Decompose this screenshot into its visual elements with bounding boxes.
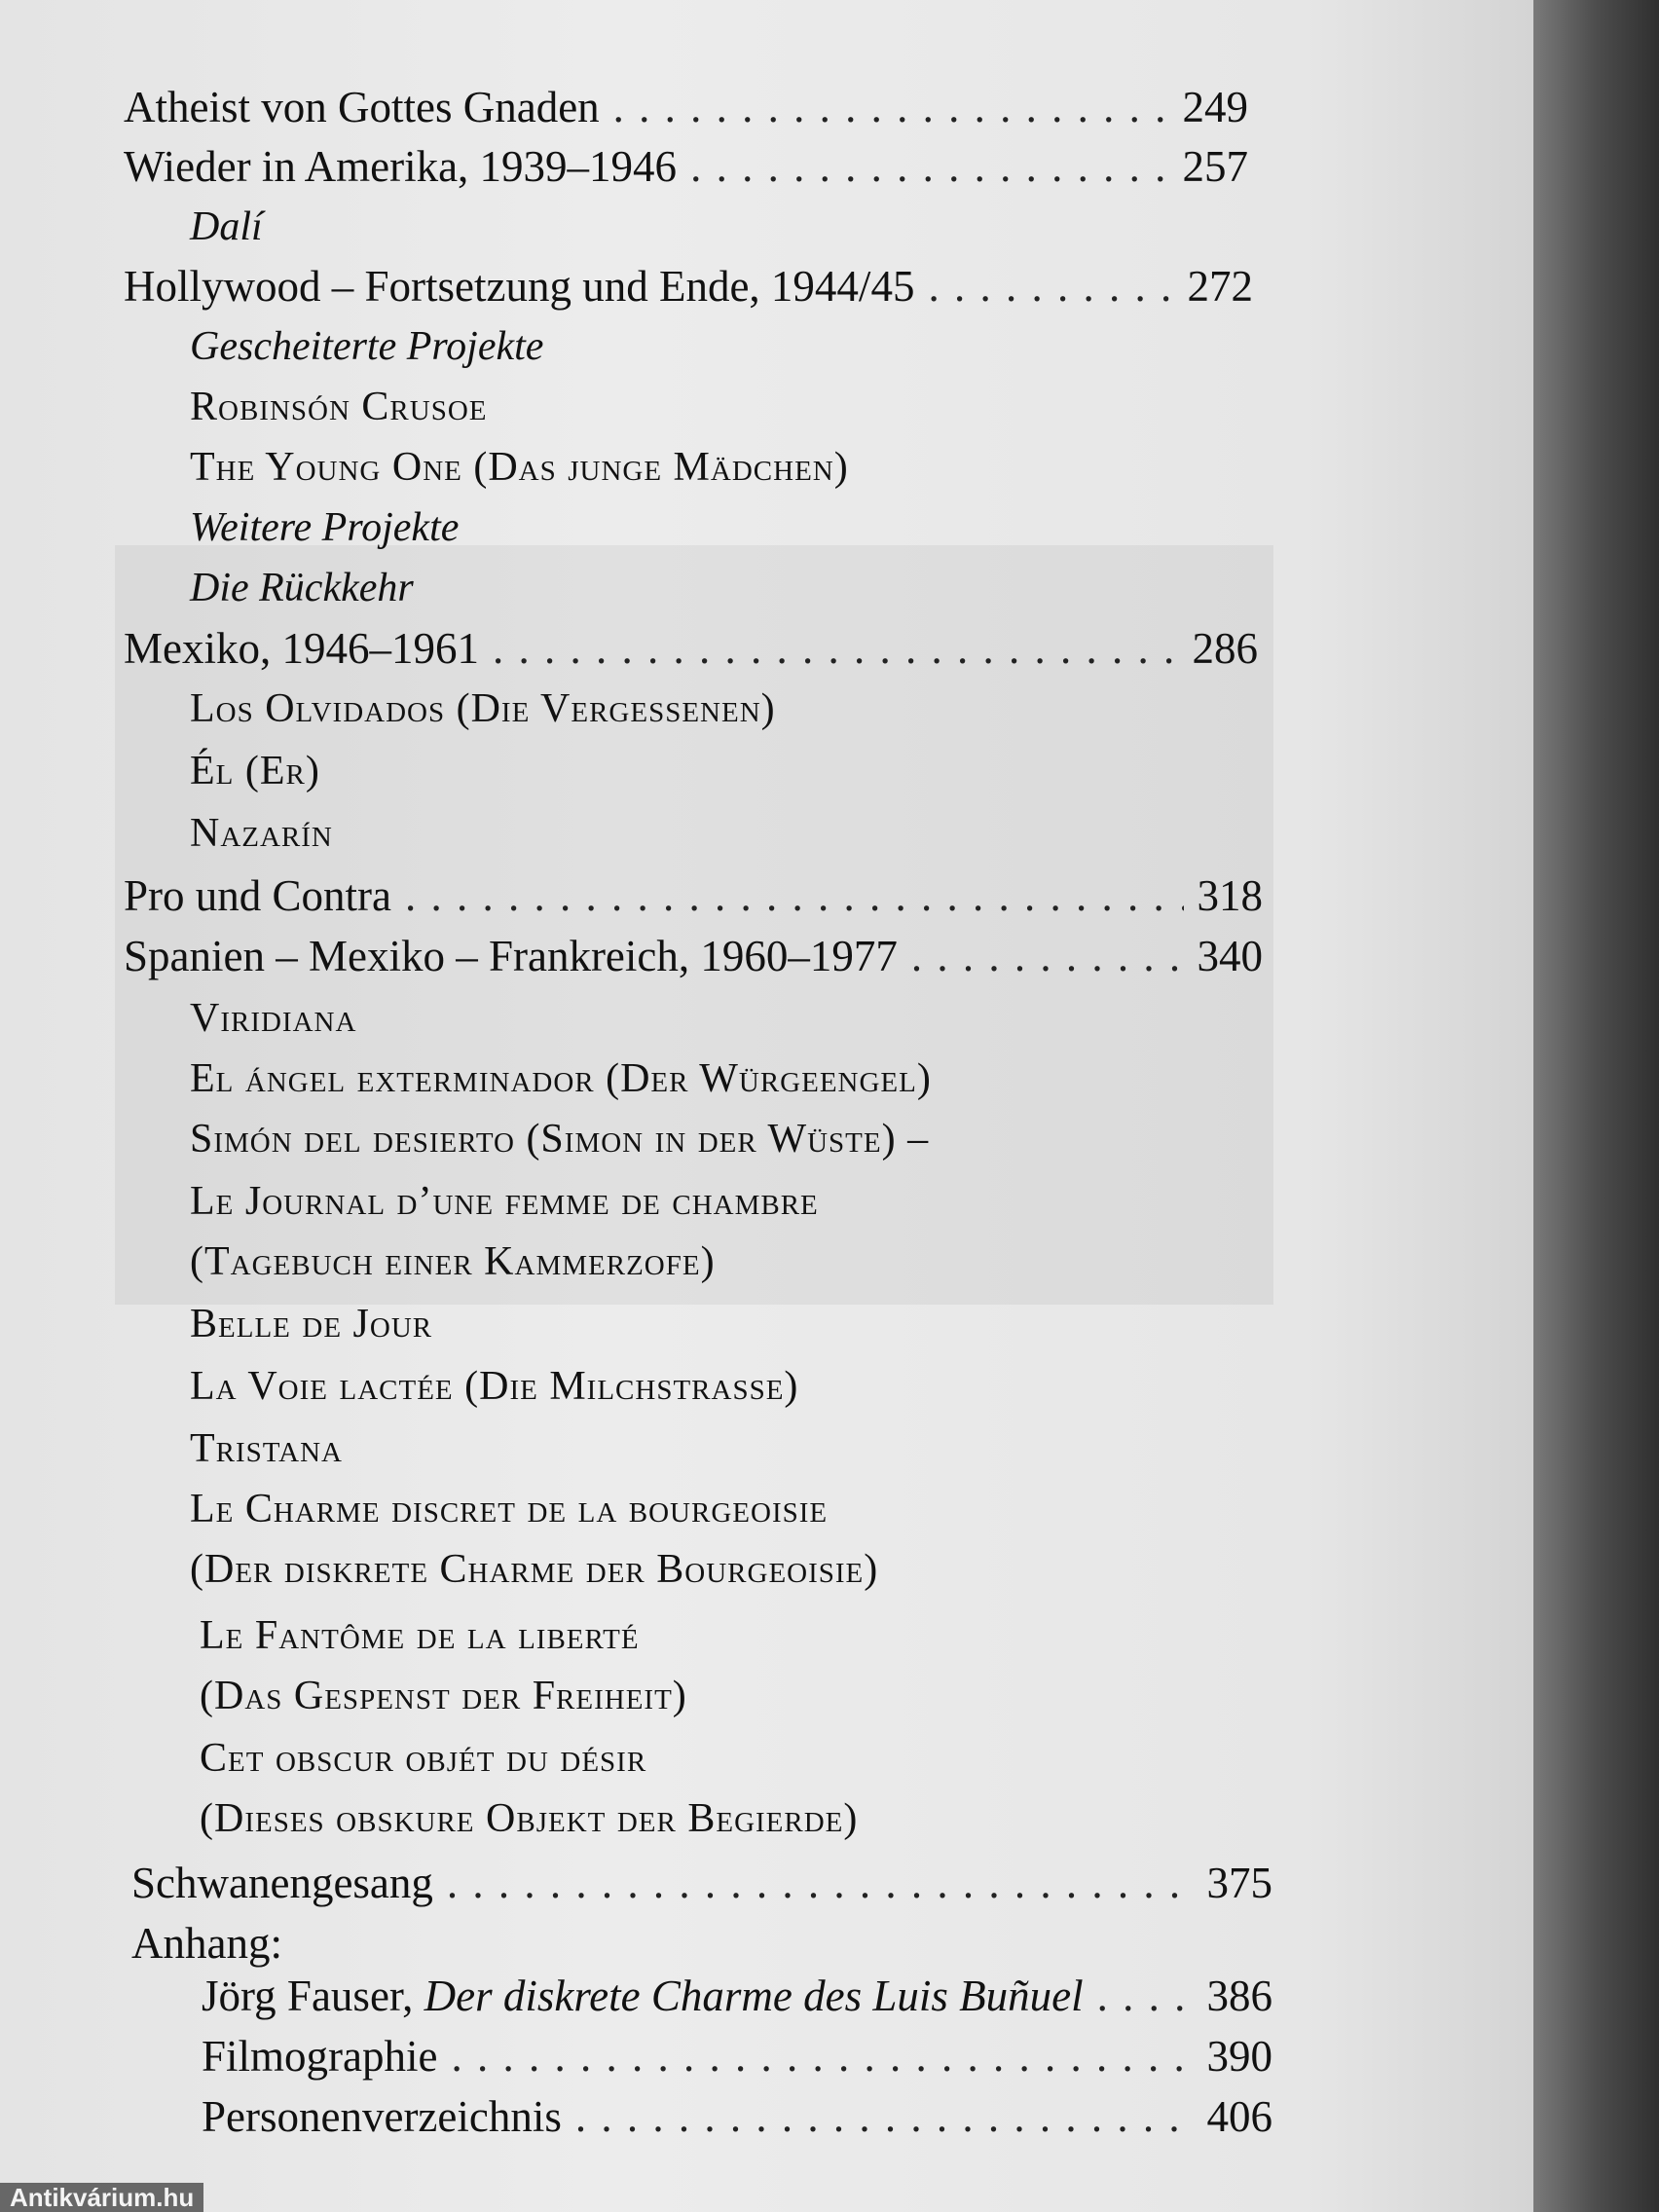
toc-subentry: Cet obscur objét du désir (200, 1736, 647, 1781)
toc-subentry: Robinsón Crusoe (190, 385, 488, 429)
toc-entry-title: Schwanengesang (131, 1859, 433, 1907)
appendix-entry-page: 386 (1206, 1972, 1272, 2020)
toc-subentry: Weitere Projekte (190, 505, 460, 550)
leader-dots (690, 137, 1168, 196)
toc-subentry: Dalí (190, 204, 263, 249)
appendix-essay-title: Der diskrete Charme des Luis Buñuel (424, 1972, 1084, 2020)
toc-subentry: Los Olvidados (Die Vergessenen) (190, 686, 776, 731)
toc-subentry: The Young One (Das junge Mädchen) (190, 445, 849, 490)
toc-entry-title: Hollywood – Fortsetzung und Ende, 1944/45 (124, 262, 915, 311)
leader-dots (493, 619, 1179, 678)
leader-dots (911, 927, 1184, 985)
toc-entry (124, 137, 1248, 196)
leader-dots (451, 2027, 1193, 2085)
appendix-entry (202, 2027, 1272, 2085)
toc-subentry: (Das Gespenst der Freiheit) (200, 1674, 687, 1718)
toc-entry-title: Atheist von Gottes Gnaden (124, 83, 600, 131)
toc-subentry: Le Journal d’une femme de chambre (190, 1179, 819, 1224)
appendix-entry-title: Filmographie (202, 2032, 438, 2081)
toc-subentry: Die Rückkehr (190, 566, 414, 610)
toc-subentry: Simón del desierto (Simon in der Wüste) – (190, 1117, 930, 1161)
watermark-text: Antikvárium.hu (0, 2183, 203, 2212)
toc-entry (124, 619, 1258, 678)
toc-subentry: Le Charme discret de la bourgeoisie (190, 1487, 829, 1531)
toc-subentry: Belle de Jour (190, 1302, 433, 1346)
toc-entry-page: 257 (1182, 142, 1248, 191)
toc-entry-page: 318 (1197, 871, 1263, 920)
toc-entry-page: 249 (1182, 83, 1248, 131)
toc-subentry: (Dieses obskure Objekt der Begierde) (200, 1796, 859, 1841)
appendix-entry (202, 1967, 1272, 2025)
toc-subentry: Él (Er) (190, 749, 320, 793)
toc-subentry: (Tagebuch einer Kammerzofe) (190, 1239, 716, 1284)
toc-entry-page: 375 (1206, 1859, 1272, 1907)
appendix-entry-title: Personenverzeichnis (202, 2092, 562, 2141)
toc-entry-page: 272 (1187, 262, 1253, 311)
toc-subentry: Tristana (190, 1426, 344, 1471)
toc-entry-title: Wieder in Amerika, 1939–1946 (124, 142, 678, 191)
appendix-author: Jörg Fauser, (202, 1972, 414, 2020)
leader-dots (405, 866, 1184, 925)
leader-dots (1097, 1967, 1194, 2025)
leader-dots (613, 78, 1169, 136)
toc-entry (124, 866, 1263, 925)
leader-dots (575, 2087, 1194, 2146)
toc-entry-title: Pro und Contra (124, 871, 391, 920)
appendix-entry-title (202, 1967, 1084, 2025)
toc-entry (131, 1854, 1272, 1912)
toc-subentry: El ángel exterminador (Der Würgeengel) (190, 1056, 932, 1101)
appendix-entry-page: 406 (1206, 2092, 1272, 2141)
toc-subentry: Gescheiterte Projekte (190, 324, 544, 369)
toc-entry (124, 927, 1263, 985)
toc-entry-page: 340 (1197, 932, 1263, 980)
toc-subentry: Viridiana (190, 996, 357, 1041)
toc-entry (124, 257, 1253, 315)
appendix-entry-page: 390 (1206, 2032, 1272, 2081)
toc-entry (124, 78, 1248, 136)
appendix-label: Anhang: (131, 1919, 282, 1968)
appendix-entry (202, 2087, 1272, 2146)
toc-subentry: La Voie lactée (Die Milchstrasse) (190, 1364, 799, 1409)
toc-entry-title: Spanien – Mexiko – Frankreich, 1960–1977 (124, 932, 898, 980)
toc-subentry: (Der diskrete Charme der Bourgeoisie) (190, 1547, 879, 1592)
leader-dots (447, 1854, 1194, 1912)
leader-dots (928, 257, 1173, 315)
toc-entry-title: Mexiko, 1946–1961 (124, 624, 479, 673)
toc-subentry: Le Fantôme de la liberté (200, 1613, 640, 1658)
appendix-heading (131, 1914, 282, 1972)
toc-entry-page: 286 (1192, 624, 1258, 673)
toc-subentry: Nazarín (190, 811, 333, 856)
book-spine-shadow (1533, 0, 1659, 2212)
